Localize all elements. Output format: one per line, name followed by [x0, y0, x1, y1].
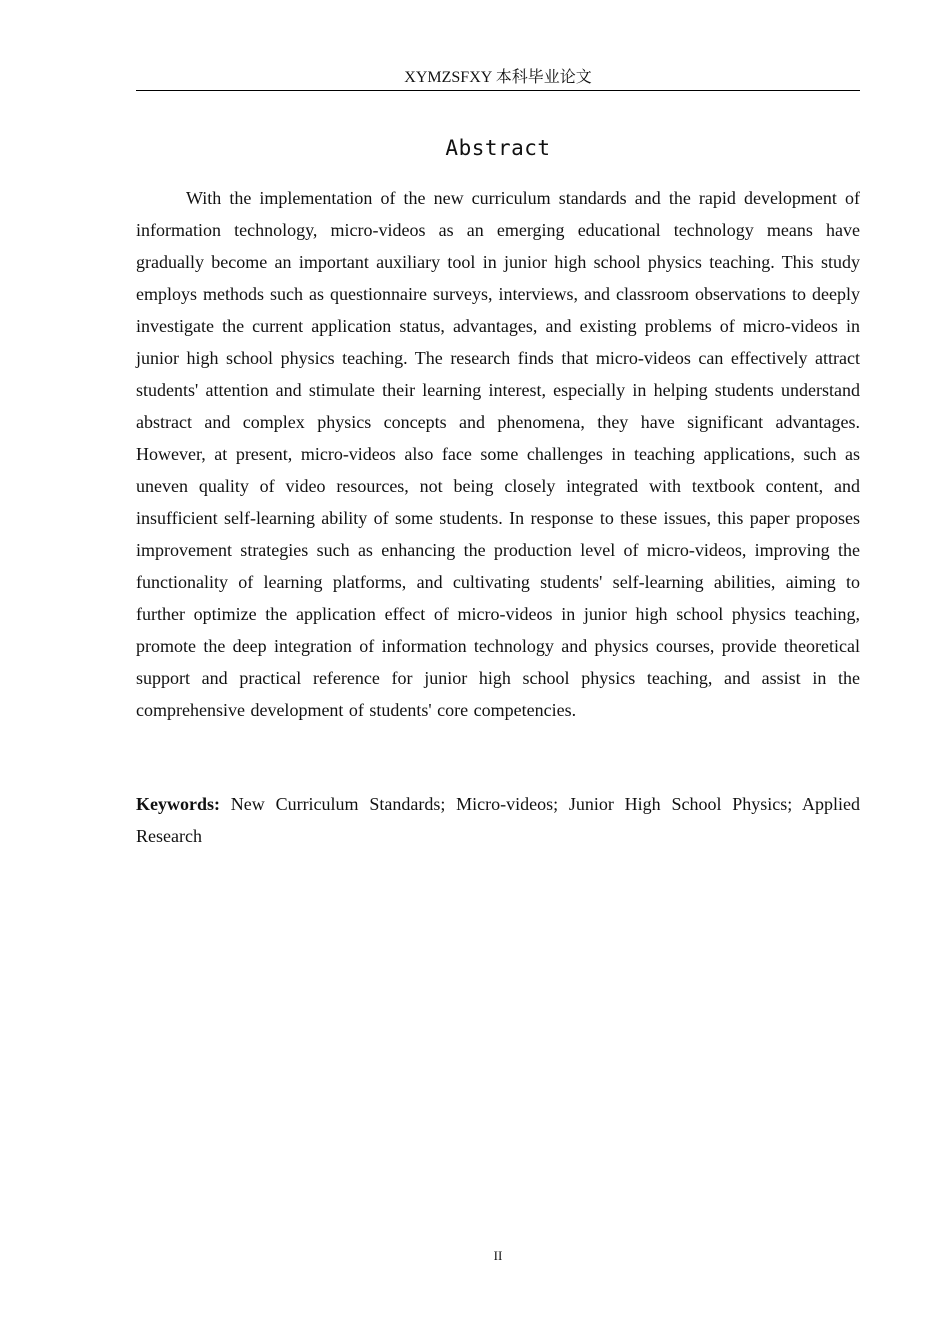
keywords-line — [136, 788, 860, 852]
running-header: XYMZSFXY 本科毕业论文 — [404, 69, 592, 86]
keywords-text: New Curriculum Standards; Micro-videos; Junior High School Physics; Applied Research — [136, 794, 861, 846]
keywords-label: Keywords: — [136, 794, 220, 814]
page-number: II — [493, 1248, 503, 1263]
header-rule — [136, 90, 860, 91]
abstract-body: With the implementation of the new curriculum standards and the rapid development of information technology, micro-videos as an emerging educational technology means have gradually become an important auxiliary tool in junior high school physics teaching. This study employs methods such as questionnaire surveys, interviews, and classroom observations to deeply investigate the current application status, advantages, and existing problems of micro-videos in junior high school physics teaching. The research finds that micro-videos can effectively attract students' attention and stimulate their learning interest, especially in helping students understand abstract and complex physics concepts and phenomena, they have significant advantages. However, at present, micro-videos also face some challenges in teaching applications, such as uneven quality of video resources, not being closely integrated with textbook content, and insufficient self-learning ability of some students. In response to these issues, this paper proposes improvement strategies such as enhancing the production level of micro-videos, improving the functionality of learning platforms, and cultivating students' self-learning abilities, aiming to further optimize the application effect of micro-videos in junior high school physics teaching, promote the deep integration of information technology and physics courses, provide theoretical support and practical reference for junior high school physics teaching, and assist in the comprehensive development of students' core competencies. — [136, 188, 860, 720]
abstract-title: Abstract — [445, 136, 551, 160]
